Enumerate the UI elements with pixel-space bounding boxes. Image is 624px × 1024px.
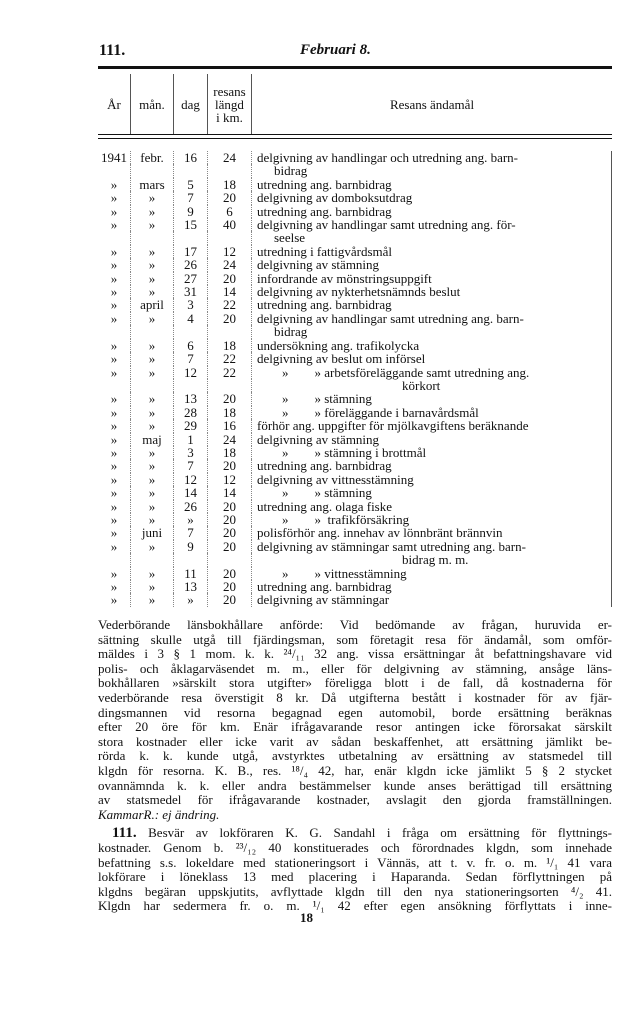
day-cell: 11 <box>174 567 208 580</box>
purpose-cell: utredning ang. barnbidrag <box>252 178 612 191</box>
km-cell: 40 <box>208 218 252 231</box>
month-cell: » <box>131 191 174 204</box>
year-cell: » <box>98 352 131 365</box>
month-cell: » <box>131 258 174 271</box>
year-cell: » <box>98 593 131 606</box>
year-cell: » <box>98 178 131 191</box>
day-cell: 15 <box>174 218 208 231</box>
year-cell: » <box>98 312 131 325</box>
km-cell: 20 <box>208 500 252 513</box>
text-line: mäldes i 3 § 1 mom. k. k. ²⁴/₁₁ 32 ang. vissa ersättningar åt befattningshavare vid <box>98 647 612 662</box>
km-cell: 20 <box>208 272 252 285</box>
month-cell: » <box>131 366 174 379</box>
year-cell: » <box>98 540 131 553</box>
month-cell: » <box>131 473 174 486</box>
purpose-cell: » » arbetsföreläggande samt utredning ang. <box>252 366 612 379</box>
km-cell: 20 <box>208 540 252 553</box>
text-line: klgdn för resorna. K. B., res. ¹⁸/₄ 42, har, enär klgdn icke jämlikt 5 § 2 stycket <box>98 763 612 778</box>
text-line: polis- och åklagarväsendet m. m., eller för delgivning av stämning, ansåge läns- <box>98 661 612 676</box>
purpose-cell: bidrag m. m. <box>252 553 612 566</box>
km-cell: 20 <box>208 459 252 472</box>
table-row <box>98 272 612 285</box>
km-cell: 18 <box>208 178 252 191</box>
section-number-111: 111. <box>112 826 137 841</box>
month-cell <box>131 379 174 392</box>
year-cell: » <box>98 205 131 218</box>
month-cell: » <box>131 205 174 218</box>
text-span: Besvär av lokföraren K. G. Sandahl i fråga om ersättning för flyttnings- <box>148 826 612 841</box>
purpose-cell: delgivning av stämning <box>252 433 612 446</box>
text-line: lokförare i löneklass 13 med placering i Haparanda. Sedan förflyttningen på <box>98 870 612 885</box>
day-cell: 7 <box>174 352 208 365</box>
year-cell: » <box>98 298 131 311</box>
purpose-cell: » » stämning i brottmål <box>252 446 612 459</box>
km-cell <box>208 553 252 566</box>
table-row <box>98 191 612 204</box>
km-cell <box>208 231 252 244</box>
year-cell: » <box>98 392 131 405</box>
month-cell <box>131 553 174 566</box>
year-cell: » <box>98 473 131 486</box>
table-row <box>98 379 612 392</box>
day-cell: 27 <box>174 272 208 285</box>
purpose-cell: utredning ang. barnbidrag <box>252 580 612 593</box>
purpose-cell: utredning ang. olaga fiske <box>252 500 612 513</box>
text-line: bokhållaren »särskilt stora utgifter» föreligga blott i de fall, då kostnaderna för <box>98 676 612 691</box>
purpose-cell: » » stämning <box>252 486 612 499</box>
table-row <box>98 352 612 365</box>
km-cell: 12 <box>208 245 252 258</box>
purpose-cell: undersökning ang. trafikolycka <box>252 339 612 352</box>
text-line: av statsmedel för ifrågavarande kostnader, avslagit den gjorda framställningen. <box>98 793 612 808</box>
travel-table <box>98 74 612 607</box>
purpose-cell: utredning ang. barnbidrag <box>252 205 612 218</box>
km-cell: 18 <box>208 339 252 352</box>
day-cell <box>174 325 208 338</box>
table-row <box>98 433 612 446</box>
month-cell: » <box>131 486 174 499</box>
month-cell: mars <box>131 178 174 191</box>
purpose-cell: delgivning av handlingar och utredning ang. barn- <box>252 151 612 164</box>
table-row <box>98 553 612 566</box>
text-line: sättning skulle utgå till fjärdingsman, som företagit resa för ändamål, som omför- <box>98 632 612 647</box>
table-row <box>98 231 612 244</box>
text-line: dingsmannen vid resorna begagnad egen automobil, borde ersättning beräknas <box>98 705 612 720</box>
purpose-cell: delgivning av stämningar samt utredning ang. barn- <box>252 540 612 553</box>
text-line: ovannämnda k. k. eller andra bestämmelser kunde anses berättigad till ersättning <box>98 778 612 793</box>
purpose-cell: » » trafikförsäkring <box>252 513 612 526</box>
purpose-cell: bidrag <box>252 325 612 338</box>
month-cell: » <box>131 339 174 352</box>
header-rule <box>98 66 612 69</box>
month-cell: » <box>131 500 174 513</box>
year-cell: » <box>98 446 131 459</box>
table-row <box>98 164 612 177</box>
km-cell: 20 <box>208 526 252 539</box>
table-row <box>98 205 612 218</box>
purpose-cell: delgivning av vittnesstämning <box>252 473 612 486</box>
table-row <box>98 459 612 472</box>
purpose-cell: utredning ang. barnbidrag <box>252 298 612 311</box>
table-row <box>98 526 612 539</box>
table-row <box>98 151 612 164</box>
text-line: vederbörande resa överstigit 8 kr. Då utgifterna bestått i kostnader för av fjär- <box>98 690 612 705</box>
year-cell: » <box>98 526 131 539</box>
km-cell: 22 <box>208 352 252 365</box>
year-cell: » <box>98 567 131 580</box>
day-cell: 29 <box>174 419 208 432</box>
km-cell: 20 <box>208 513 252 526</box>
year-cell: » <box>98 339 131 352</box>
col-day: dag <box>174 74 208 134</box>
text-line: klgdns begäran uppskjutits, avflyttade klgdn till den nya stationeringsorten ⁴/₂ 41. <box>98 884 612 899</box>
table-row <box>98 580 612 593</box>
month-cell: » <box>131 459 174 472</box>
purpose-cell: » » föreläggande i barnavårdsmål <box>252 406 612 419</box>
table-row <box>98 406 612 419</box>
day-cell: 9 <box>174 205 208 218</box>
month-cell: » <box>131 513 174 526</box>
body-text <box>98 618 612 914</box>
month-cell: april <box>131 298 174 311</box>
day-cell: » <box>174 513 208 526</box>
year-cell <box>98 325 131 338</box>
purpose-cell: förhör ang. uppgifter för mjölkavgiftens beräknande <box>252 419 612 432</box>
year-cell: » <box>98 580 131 593</box>
table-row <box>98 486 612 499</box>
km-cell: 18 <box>208 406 252 419</box>
col-year: År <box>98 74 131 134</box>
month-cell: » <box>131 272 174 285</box>
day-cell: 9 <box>174 540 208 553</box>
year-cell: » <box>98 406 131 419</box>
km-cell: 22 <box>208 366 252 379</box>
table-row <box>98 339 612 352</box>
table-row <box>98 258 612 271</box>
km-cell: 20 <box>208 191 252 204</box>
purpose-cell: » » vittnesstämning <box>252 567 612 580</box>
text-line: Vederbörande länsbokhållare anförde: Vid bedömande av frågan, huruvida er- <box>98 618 612 632</box>
purpose-cell: delgivning av handlingar samt utredning ang. barn- <box>252 312 612 325</box>
day-cell: 17 <box>174 245 208 258</box>
purpose-cell: polisförhör ang. innehav av lönnbränt brännvin <box>252 526 612 539</box>
year-cell: » <box>98 285 131 298</box>
km-cell: 14 <box>208 285 252 298</box>
day-cell: 13 <box>174 392 208 405</box>
day-cell <box>174 164 208 177</box>
km-cell: 14 <box>208 486 252 499</box>
text-line: Klgdn har sedermera fr. o. m. ¹/₁ 42 efter egen ansökning förflyttats i inne- <box>98 899 612 914</box>
month-cell: » <box>131 218 174 231</box>
year-cell <box>98 231 131 244</box>
day-cell: 1 <box>174 433 208 446</box>
month-cell: » <box>131 245 174 258</box>
day-cell: 13 <box>174 580 208 593</box>
km-cell <box>208 164 252 177</box>
km-cell: 20 <box>208 593 252 606</box>
km-cell: 24 <box>208 433 252 446</box>
month-cell: juni <box>131 526 174 539</box>
month-cell: » <box>131 392 174 405</box>
day-cell: 5 <box>174 178 208 191</box>
day-cell: 16 <box>174 151 208 164</box>
year-cell: » <box>98 191 131 204</box>
day-cell: 6 <box>174 339 208 352</box>
purpose-cell: » » stämning <box>252 392 612 405</box>
month-cell: » <box>131 540 174 553</box>
table-header <box>98 74 612 135</box>
year-cell: » <box>98 419 131 432</box>
month-cell: » <box>131 285 174 298</box>
text-line: stora kostnader eller icke varit av sådan beskaffenhet, att ersättning jämlikt be- <box>98 734 612 749</box>
day-cell: 14 <box>174 486 208 499</box>
purpose-cell: delgivning av domboksutdrag <box>252 191 612 204</box>
table-row <box>98 567 612 580</box>
month-cell <box>131 325 174 338</box>
page-title: Februari 8. <box>300 42 371 58</box>
purpose-cell: delgivning av beslut om införsel <box>252 352 612 365</box>
km-cell: 12 <box>208 473 252 486</box>
month-cell <box>131 164 174 177</box>
col-purpose: Resans ändamål <box>389 96 475 112</box>
month-cell: » <box>131 580 174 593</box>
purpose-cell: infordrande av mönstringsuppgift <box>252 272 612 285</box>
km-cell: 18 <box>208 446 252 459</box>
km-cell: 24 <box>208 258 252 271</box>
day-cell: 4 <box>174 312 208 325</box>
year-cell: » <box>98 245 131 258</box>
month-cell: » <box>131 567 174 580</box>
km-cell: 24 <box>208 151 252 164</box>
km-cell <box>208 379 252 392</box>
year-cell: » <box>98 272 131 285</box>
table-row <box>98 218 612 231</box>
table-row <box>98 325 612 338</box>
table-row <box>98 312 612 325</box>
section-number: 111. <box>99 42 126 59</box>
purpose-cell: utredning ang. barnbidrag <box>252 459 612 472</box>
day-cell: 26 <box>174 258 208 271</box>
year-cell: » <box>98 500 131 513</box>
page-number: 18 <box>300 910 313 925</box>
month-cell: » <box>131 352 174 365</box>
table-row <box>98 593 612 606</box>
purpose-cell: delgivning av handlingar samt utredning ang. för- <box>252 218 612 231</box>
year-cell: » <box>98 258 131 271</box>
text-line: befattning s.s. lokeldare med stationeringsort i Vännäs, att t. v. fr. o. m. ¹/₁ 41 vara <box>98 855 612 870</box>
month-cell: febr. <box>131 151 174 164</box>
day-cell: 28 <box>174 406 208 419</box>
table-row <box>98 178 612 191</box>
table-row <box>98 298 612 311</box>
day-cell: 3 <box>174 446 208 459</box>
purpose-cell: seelse <box>252 231 612 244</box>
year-cell <box>98 553 131 566</box>
text-line: KammarR.: ej ändring. <box>98 807 220 822</box>
table-row <box>98 500 612 513</box>
month-cell: » <box>131 406 174 419</box>
year-cell: » <box>98 218 131 231</box>
year-cell: 1941 <box>98 151 131 164</box>
km-cell: 20 <box>208 567 252 580</box>
month-cell: » <box>131 446 174 459</box>
purpose-cell: körkort <box>252 379 612 392</box>
table-row <box>98 473 612 486</box>
km-cell <box>208 325 252 338</box>
table-row <box>98 366 612 379</box>
table-row <box>98 392 612 405</box>
day-cell: 12 <box>174 473 208 486</box>
text-line: rörda k. k. kunde utgå, avstyrktes utbetalning av ersättning av statsmedel till <box>98 749 612 764</box>
month-cell: » <box>131 312 174 325</box>
day-cell <box>174 379 208 392</box>
month-cell: » <box>131 593 174 606</box>
col-month: mån. <box>131 74 174 134</box>
km-cell: 20 <box>208 580 252 593</box>
year-cell: » <box>98 366 131 379</box>
year-cell: » <box>98 433 131 446</box>
table-row <box>98 245 612 258</box>
year-cell: » <box>98 513 131 526</box>
day-cell: 7 <box>174 526 208 539</box>
year-cell <box>98 164 131 177</box>
day-cell: 7 <box>174 459 208 472</box>
km-cell: 6 <box>208 205 252 218</box>
year-cell <box>98 379 131 392</box>
month-cell: maj <box>131 433 174 446</box>
day-cell <box>174 231 208 244</box>
day-cell: 7 <box>174 191 208 204</box>
day-cell: 3 <box>174 298 208 311</box>
day-cell: 12 <box>174 366 208 379</box>
purpose-cell: delgivning av stämningar <box>252 593 612 606</box>
col-km: resans längd i km. <box>208 74 252 134</box>
text-line <box>98 826 612 841</box>
km-cell: 22 <box>208 298 252 311</box>
purpose-cell: delgivning av stämning <box>252 258 612 271</box>
km-cell: 16 <box>208 419 252 432</box>
table-body <box>98 135 612 607</box>
table-row <box>98 513 612 526</box>
day-cell: » <box>174 593 208 606</box>
table-row <box>98 446 612 459</box>
table-row <box>98 540 612 553</box>
day-cell: 26 <box>174 500 208 513</box>
year-cell: » <box>98 459 131 472</box>
day-cell <box>174 553 208 566</box>
purpose-cell: bidrag <box>252 164 612 177</box>
purpose-cell: delgivning av nykterhetsnämnds beslut <box>252 285 612 298</box>
month-cell: » <box>131 419 174 432</box>
year-cell: » <box>98 486 131 499</box>
text-line: efter 20 öre för km. Enär ifrågavarande resor antingen icke förorsakat särskilt <box>98 720 612 735</box>
purpose-cell: utredning i fattigvårdsmål <box>252 245 612 258</box>
table-row <box>98 285 612 298</box>
table-row <box>98 419 612 432</box>
km-cell: 20 <box>208 312 252 325</box>
day-cell: 31 <box>174 285 208 298</box>
text-line: kostnader. Genom b. ²³/₁₂ 40 konstituerades och förordnades klgdn, som innehade <box>98 840 612 855</box>
km-cell: 20 <box>208 392 252 405</box>
month-cell <box>131 231 174 244</box>
